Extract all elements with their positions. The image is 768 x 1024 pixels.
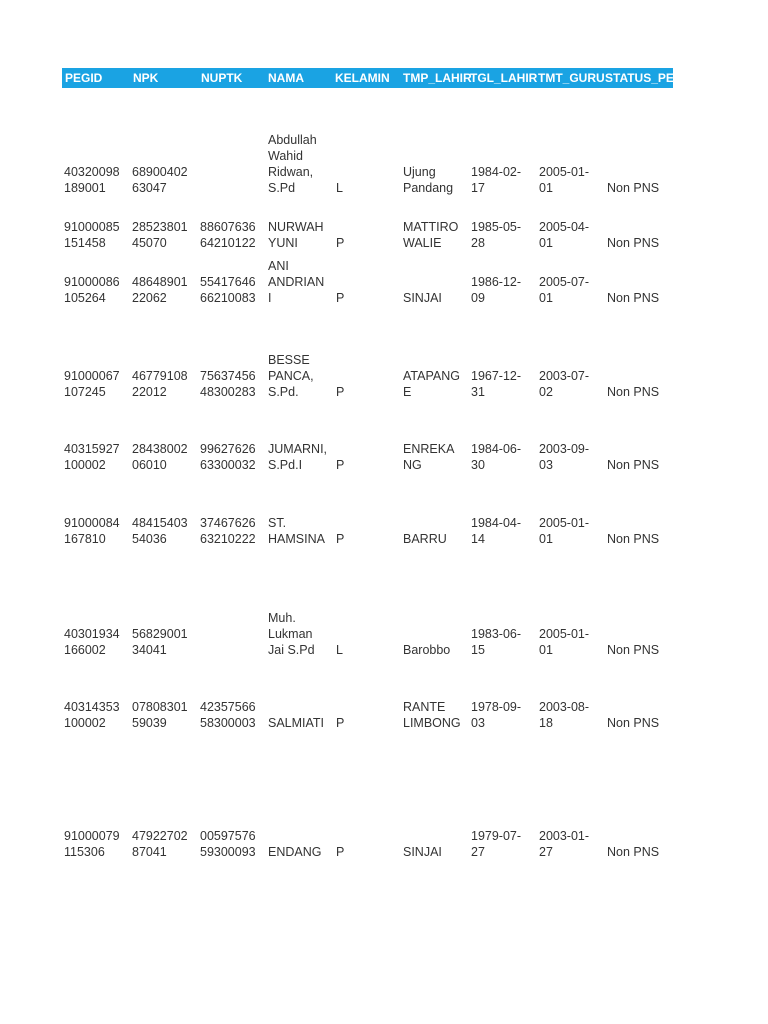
cell-status: Non PNS [607,532,660,546]
cell-status: Non PNS [607,291,660,305]
column-header-kelamin: KELAMIN [335,71,390,85]
cell-status: Non PNS [607,458,660,472]
cell-pegid: 91000086 105264 [64,275,120,305]
cell-nama: Abdullah Wahid Ridwan, S.Pd [268,133,317,195]
cell-nuptk: 37467626 63210222 [200,516,256,546]
cell-tmt-guru: 2005-07- 01 [539,275,590,305]
cell-tgl-lahir: 1984-06- 30 [471,442,522,472]
cell-tmt-guru: 2003-07- 02 [539,369,590,399]
column-header-npk: NPK [133,71,159,85]
cell-nama: NURWAH YUNI [268,220,324,250]
cell-tgl-lahir: 1978-09- 03 [471,700,522,730]
cell-kelamin: P [336,236,345,250]
cell-tmt-guru: 2005-01- 01 [539,165,590,195]
cell-tgl-lahir: 1979-07- 27 [471,829,522,859]
cell-kelamin: P [336,458,345,472]
cell-npk: 28438002 06010 [132,442,188,472]
cell-tmt-guru: 2005-01- 01 [539,627,590,657]
cell-status: Non PNS [607,845,660,859]
cell-nama: ST. HAMSINA [268,516,325,546]
cell-nuptk: 42357566 58300003 [200,700,256,730]
cell-status: Non PNS [607,716,660,730]
cell-pegid: 40301934 166002 [64,627,120,657]
column-header-tgl-lahir: TGL_LAHIR [470,71,538,85]
cell-tmp-lahir: ATAPANG E [403,369,460,399]
cell-kelamin: P [336,291,345,305]
cell-pegid: 91000084 167810 [64,516,120,546]
cell-tmp-lahir: SINJAI [403,291,442,305]
cell-tmp-lahir: SINJAI [403,845,442,859]
cell-kelamin: P [336,716,345,730]
cell-kelamin: P [336,385,345,399]
cell-npk: 56829001 34041 [132,627,188,657]
cell-tmp-lahir: RANTE LIMBONG [403,700,461,730]
cell-tmt-guru: 2003-09- 03 [539,442,590,472]
cell-tmp-lahir: BARRU [403,532,447,546]
cell-status: Non PNS [607,385,660,399]
cell-nuptk: 75637456 48300283 [200,369,256,399]
column-header-status: STATUS_PEGAWAI [605,71,714,85]
cell-pegid: 91000085 151458 [64,220,120,250]
cell-kelamin: L [336,643,343,657]
cell-nama: SALMIATI [268,716,325,730]
cell-nama: ANI ANDRIAN I [268,259,325,305]
cell-npk: 48415403 54036 [132,516,188,546]
cell-status: Non PNS [607,181,660,195]
cell-pegid: 91000079 115306 [64,829,120,859]
cell-tmp-lahir: MATTIRO WALIE [403,220,459,250]
cell-nama: BESSE PANCA, S.Pd. [268,353,314,399]
cell-status: Non PNS [607,236,660,250]
cell-tgl-lahir: 1986-12- 09 [471,275,522,305]
cell-npk: 28523801 45070 [132,220,188,250]
cell-kelamin: P [336,532,345,546]
column-header-tmp-lahir: TMP_LAHIR [403,71,472,85]
column-header-tmt-guru: TMT_GURU [538,71,605,85]
cell-status: Non PNS [607,643,660,657]
column-header-pegid: PEGID [65,71,103,85]
cell-nuptk: 99627626 63300032 [200,442,256,472]
cell-tmt-guru: 2005-01- 01 [539,516,590,546]
cell-pegid: 91000067 107245 [64,369,120,399]
cell-tgl-lahir: 1983-06- 15 [471,627,522,657]
cell-tmp-lahir: ENREKA NG [403,442,455,472]
cell-tgl-lahir: 1985-05- 28 [471,220,522,250]
column-header-nama: NAMA [268,71,304,85]
cell-pegid: 40315927 100002 [64,442,120,472]
cell-pegid: 40314353 100002 [64,700,120,730]
table-header [62,68,714,88]
cell-tgl-lahir: 1984-02- 17 [471,165,522,195]
cell-nuptk: 88607636 64210122 [200,220,256,250]
cell-nuptk: 00597576 59300093 [200,829,256,859]
cell-npk: 46779108 22012 [132,369,188,399]
cell-npk: 68900402 63047 [132,165,188,195]
cell-tmp-lahir: Barobbo [403,643,451,657]
cell-tgl-lahir: 1984-04- 14 [471,516,522,546]
cell-tgl-lahir: 1967-12- 31 [471,369,522,399]
cell-kelamin: L [336,181,343,195]
cell-npk: 48648901 22062 [132,275,188,305]
cell-npk: 07808301 59039 [132,700,188,730]
cell-tmp-lahir: Ujung Pandang [403,165,454,195]
cell-tmt-guru: 2005-04- 01 [539,220,590,250]
cell-nama: JUMARNI, S.Pd.I [268,442,328,472]
cell-kelamin: P [336,845,345,859]
cell-nama: Muh. Lukman Jai S.Pd [268,611,315,657]
cell-pegid: 40320098 189001 [64,165,120,195]
cell-nuptk: 55417646 66210083 [200,275,256,305]
column-header-nuptk: NUPTK [201,71,243,85]
cell-nama: ENDANG [268,845,322,859]
cell-tmt-guru: 2003-08- 18 [539,700,590,730]
cell-tmt-guru: 2003-01- 27 [539,829,590,859]
cell-npk: 47922702 87041 [132,829,188,859]
